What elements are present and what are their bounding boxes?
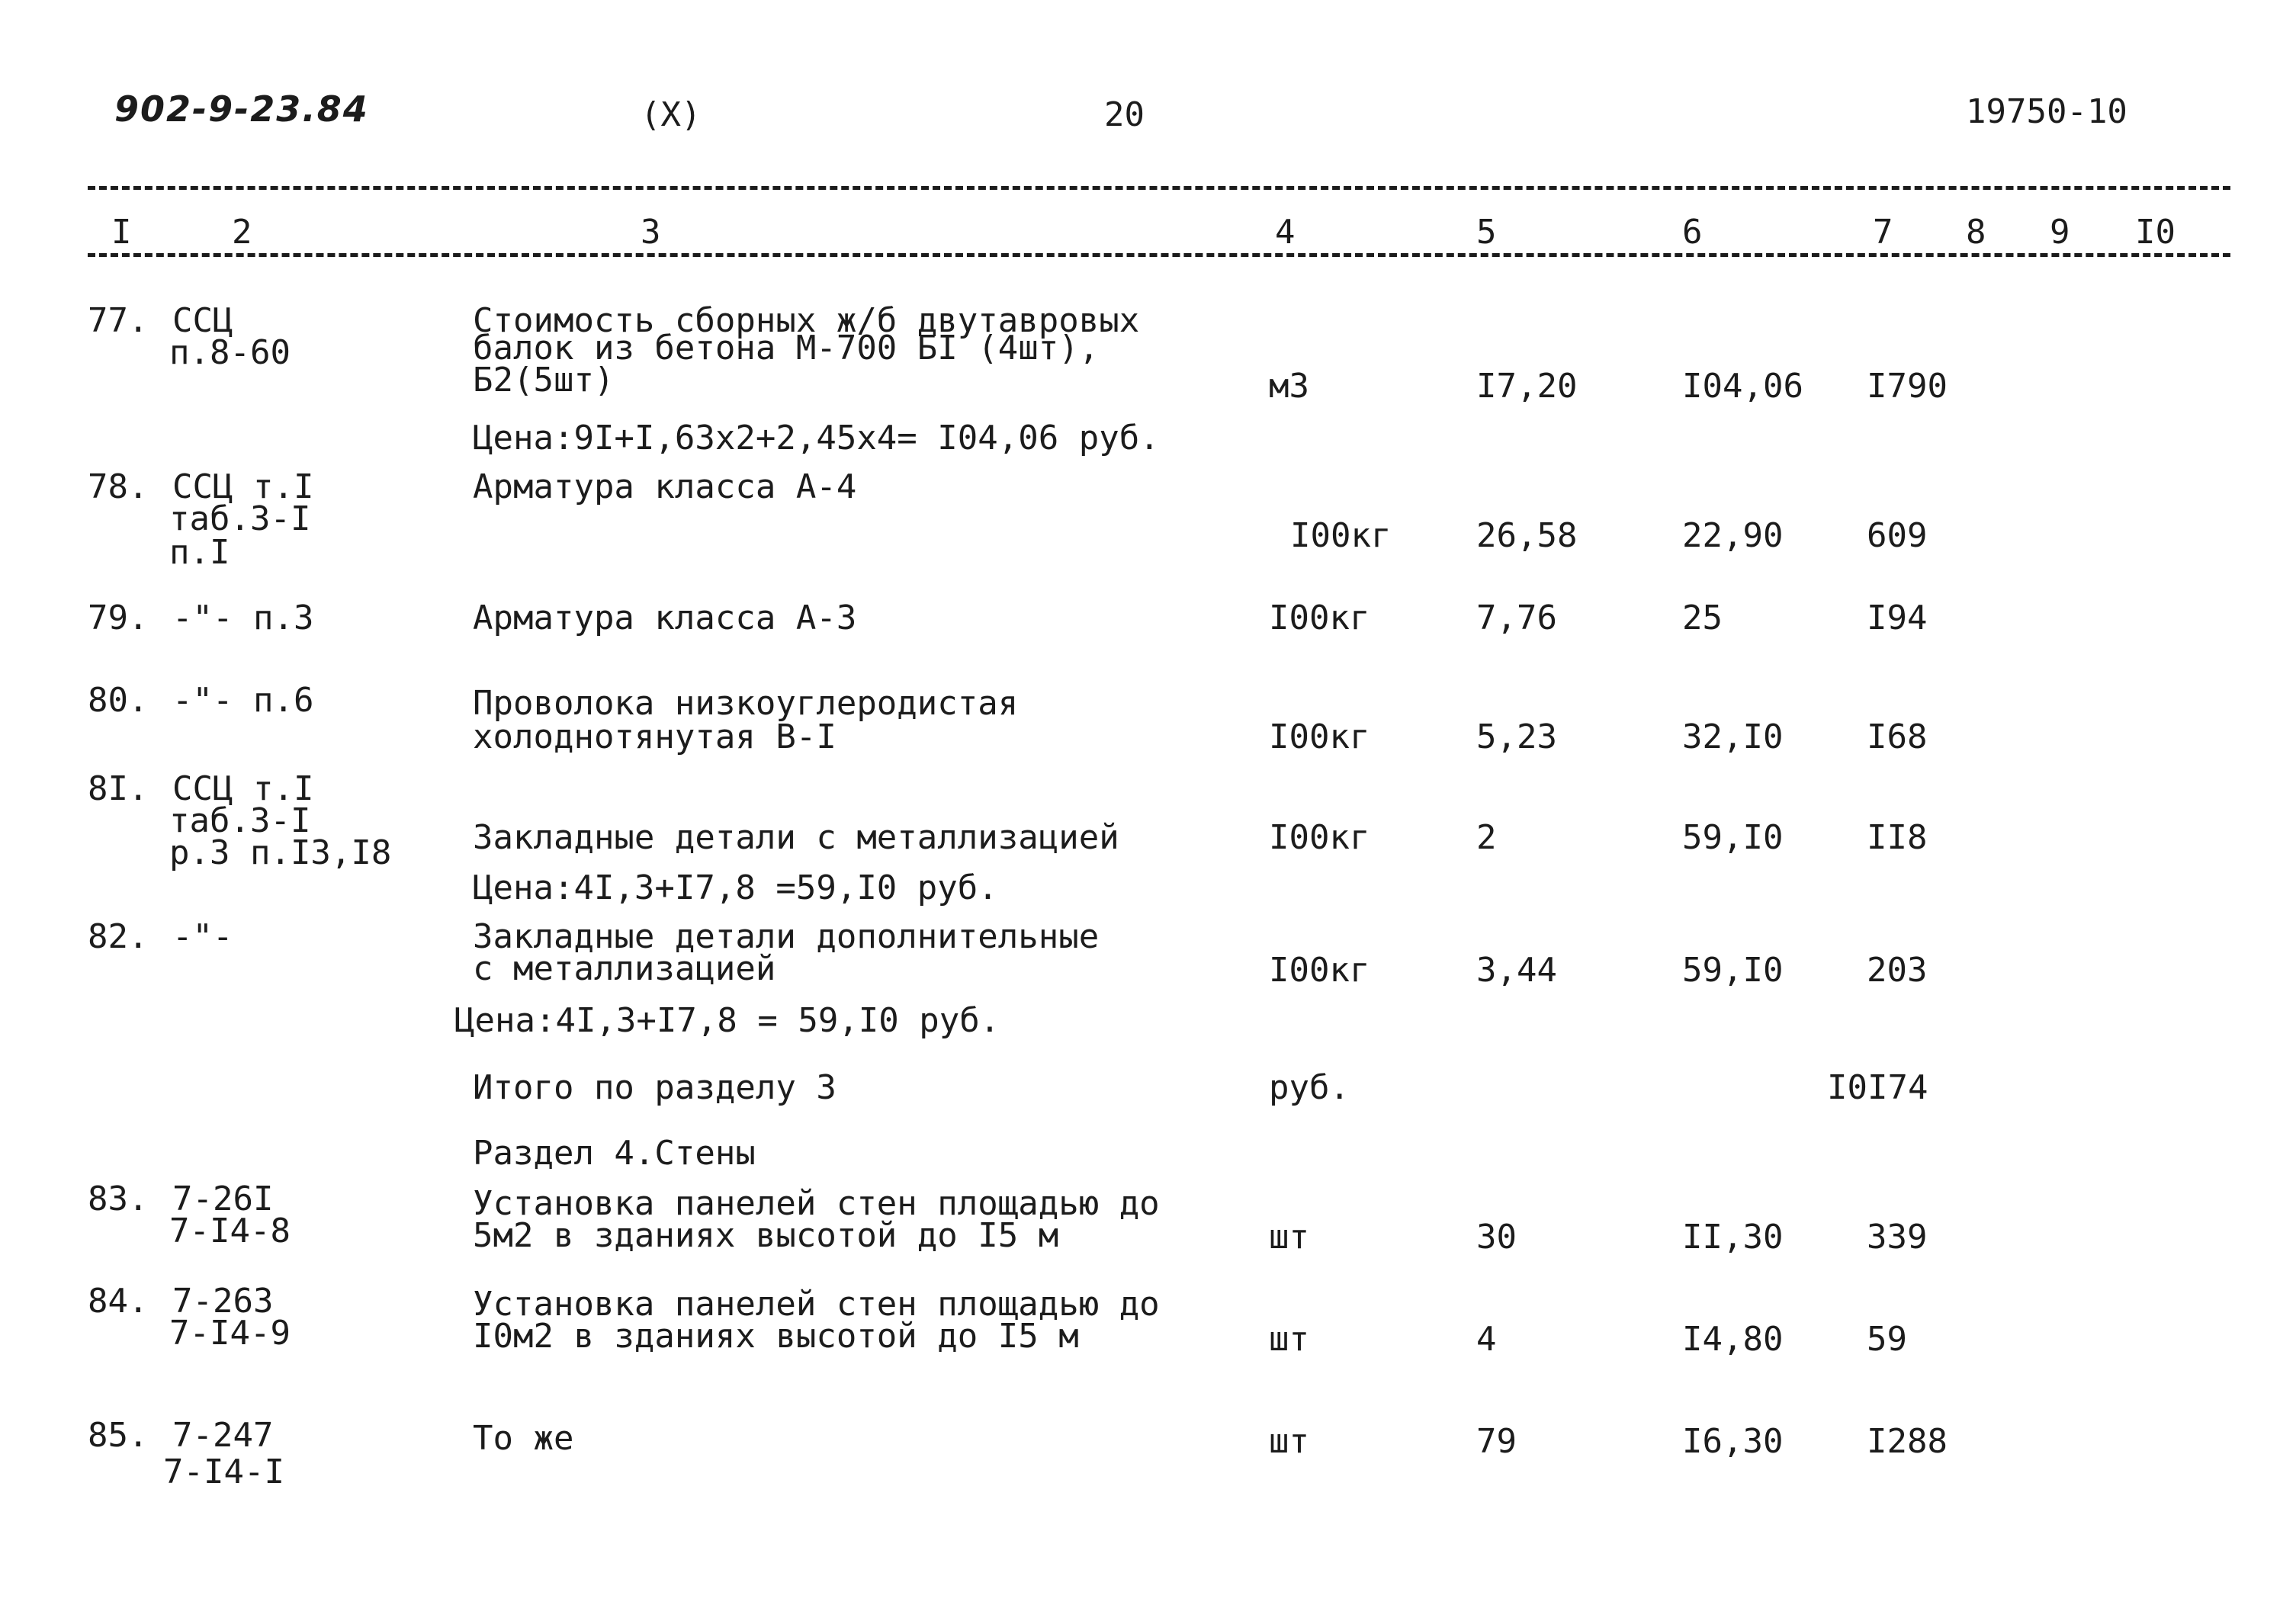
- row-reference: таб.3-I: [169, 801, 311, 840]
- table-rule-header: [88, 253, 2230, 257]
- row-unit: I00кг: [1269, 818, 1370, 857]
- row-description: Закладные детали дополнительные: [473, 917, 1100, 956]
- row-total: I288: [1867, 1422, 1948, 1461]
- row-number: 78.: [88, 467, 149, 506]
- row-quantity: 2: [1476, 818, 1497, 857]
- row-quantity: 79: [1476, 1422, 1517, 1461]
- row-description: I0м2 в зданиях высотой до I5 м: [473, 1317, 1079, 1356]
- row-reference: ССЦ: [172, 301, 233, 340]
- document-mark: (X): [641, 95, 702, 134]
- column-header: 3: [641, 213, 661, 252]
- row-unit-price: 32,I0: [1682, 717, 1784, 756]
- column-header: 9: [2050, 213, 2070, 252]
- row-unit: м3: [1269, 367, 1309, 406]
- row-quantity: I7,20: [1476, 367, 1578, 406]
- row-total: I790: [1867, 367, 1948, 406]
- row-quantity: 3,44: [1476, 951, 1557, 990]
- row-unit: шт: [1269, 1218, 1309, 1257]
- row-description: балок из бетона М-700 БI (4шт),: [473, 329, 1100, 368]
- table-rule-top: [88, 186, 2230, 190]
- row-reference: п.8-60: [169, 333, 291, 372]
- row-number: 77.: [88, 301, 149, 340]
- row-description: Закладные детали с металлизацией: [473, 818, 1119, 857]
- row-total: 203: [1867, 951, 1928, 990]
- row-description: Стоимость сборных ж/б двутавровых: [473, 301, 1140, 340]
- row-unit-price: 25: [1682, 599, 1723, 637]
- row-unit-price: I6,30: [1682, 1422, 1784, 1461]
- subtotal-label: Итого по разделу 3: [473, 1068, 837, 1107]
- row-reference: ССЦ т.I: [172, 769, 314, 808]
- row-reference: таб.3-I: [169, 499, 311, 538]
- row-price-note: Цена:9I+I,63х2+2,45х4= I04,06 руб.: [473, 419, 1160, 457]
- row-quantity: 26,58: [1476, 516, 1578, 555]
- row-reference: 7-I4-I: [163, 1452, 284, 1491]
- row-unit: I00кг: [1269, 951, 1370, 990]
- row-price-note: Цена:4I,3+I7,8 = 59,I0 руб.: [454, 1001, 1000, 1040]
- row-number: 83.: [88, 1180, 149, 1218]
- sheet-number: 19750-10: [1966, 92, 2127, 131]
- row-description: Установка панелей стен площадью до: [473, 1285, 1160, 1324]
- row-total: I94: [1867, 599, 1928, 637]
- column-header: I: [111, 213, 132, 252]
- row-number: 80.: [88, 681, 149, 720]
- row-unit: шт: [1269, 1422, 1309, 1461]
- row-reference: 7-I4-9: [169, 1314, 291, 1353]
- row-number: 79.: [88, 599, 149, 637]
- row-unit-price: I4,80: [1682, 1320, 1784, 1359]
- row-price-note: Цена:4I,3+I7,8 =59,I0 руб.: [473, 868, 998, 907]
- row-reference: р.3 п.I3,I8: [169, 833, 392, 872]
- subtotal-total: I0I74: [1827, 1068, 1928, 1107]
- row-reference: 7-I4-8: [169, 1212, 291, 1250]
- row-total: 609: [1867, 516, 1928, 555]
- subtotal-unit: руб.: [1269, 1068, 1350, 1107]
- column-header: 2: [232, 213, 252, 252]
- page-number: 20: [1104, 95, 1145, 134]
- row-reference: -"- п.6: [172, 681, 314, 720]
- row-reference: 7-247: [172, 1416, 274, 1455]
- row-reference: 7-26I: [172, 1180, 274, 1218]
- row-quantity: 5,23: [1476, 717, 1557, 756]
- column-header: 6: [1682, 213, 1703, 252]
- row-total: 339: [1867, 1218, 1928, 1257]
- row-number: 82.: [88, 917, 149, 956]
- column-header: 7: [1873, 213, 1893, 252]
- row-quantity: 30: [1476, 1218, 1517, 1257]
- row-unit-price: 59,I0: [1682, 951, 1784, 990]
- row-total: I68: [1867, 717, 1928, 756]
- row-number: 85.: [88, 1416, 149, 1455]
- row-description: Арматура класса А-3: [473, 599, 857, 637]
- row-reference: 7-263: [172, 1282, 274, 1321]
- column-header: I0: [2135, 213, 2176, 252]
- row-unit: шт: [1269, 1320, 1309, 1359]
- row-description: Проволока низкоуглеродистая: [473, 684, 1019, 723]
- row-unit-price: II,30: [1682, 1218, 1784, 1257]
- column-header: 4: [1275, 213, 1296, 252]
- row-number: 8I.: [88, 769, 149, 808]
- row-description: Установка панелей стен площадью до: [473, 1184, 1160, 1223]
- row-quantity: 7,76: [1476, 599, 1557, 637]
- row-unit: I00кг: [1290, 516, 1392, 555]
- row-description: 5м2 в зданиях высотой до I5 м: [473, 1216, 1059, 1255]
- row-total: 59: [1867, 1320, 1907, 1359]
- row-reference: -"- п.3: [172, 599, 314, 637]
- section-title: Раздел 4.Стены: [473, 1134, 756, 1173]
- row-unit: I00кг: [1269, 599, 1370, 637]
- row-unit-price: I04,06: [1682, 367, 1803, 406]
- column-header: 8: [1966, 213, 1986, 252]
- row-description: с металлизацией: [473, 949, 776, 988]
- row-unit: I00кг: [1269, 717, 1370, 756]
- row-description: Арматура класса А-4: [473, 467, 857, 506]
- row-description: То же: [473, 1419, 574, 1458]
- row-description: холоднотянутая В-I: [473, 717, 837, 756]
- row-description: Б2(5шт): [473, 361, 615, 400]
- row-reference: -"-: [172, 917, 233, 956]
- row-quantity: 4: [1476, 1320, 1497, 1359]
- row-unit-price: 22,90: [1682, 516, 1784, 555]
- row-reference: ССЦ т.I: [172, 467, 314, 506]
- row-unit-price: 59,I0: [1682, 818, 1784, 857]
- row-reference: п.I: [169, 533, 230, 572]
- document-code: 902-9-23.84: [114, 88, 369, 130]
- row-total: II8: [1867, 818, 1928, 857]
- row-number: 84.: [88, 1282, 149, 1321]
- column-header: 5: [1476, 213, 1497, 252]
